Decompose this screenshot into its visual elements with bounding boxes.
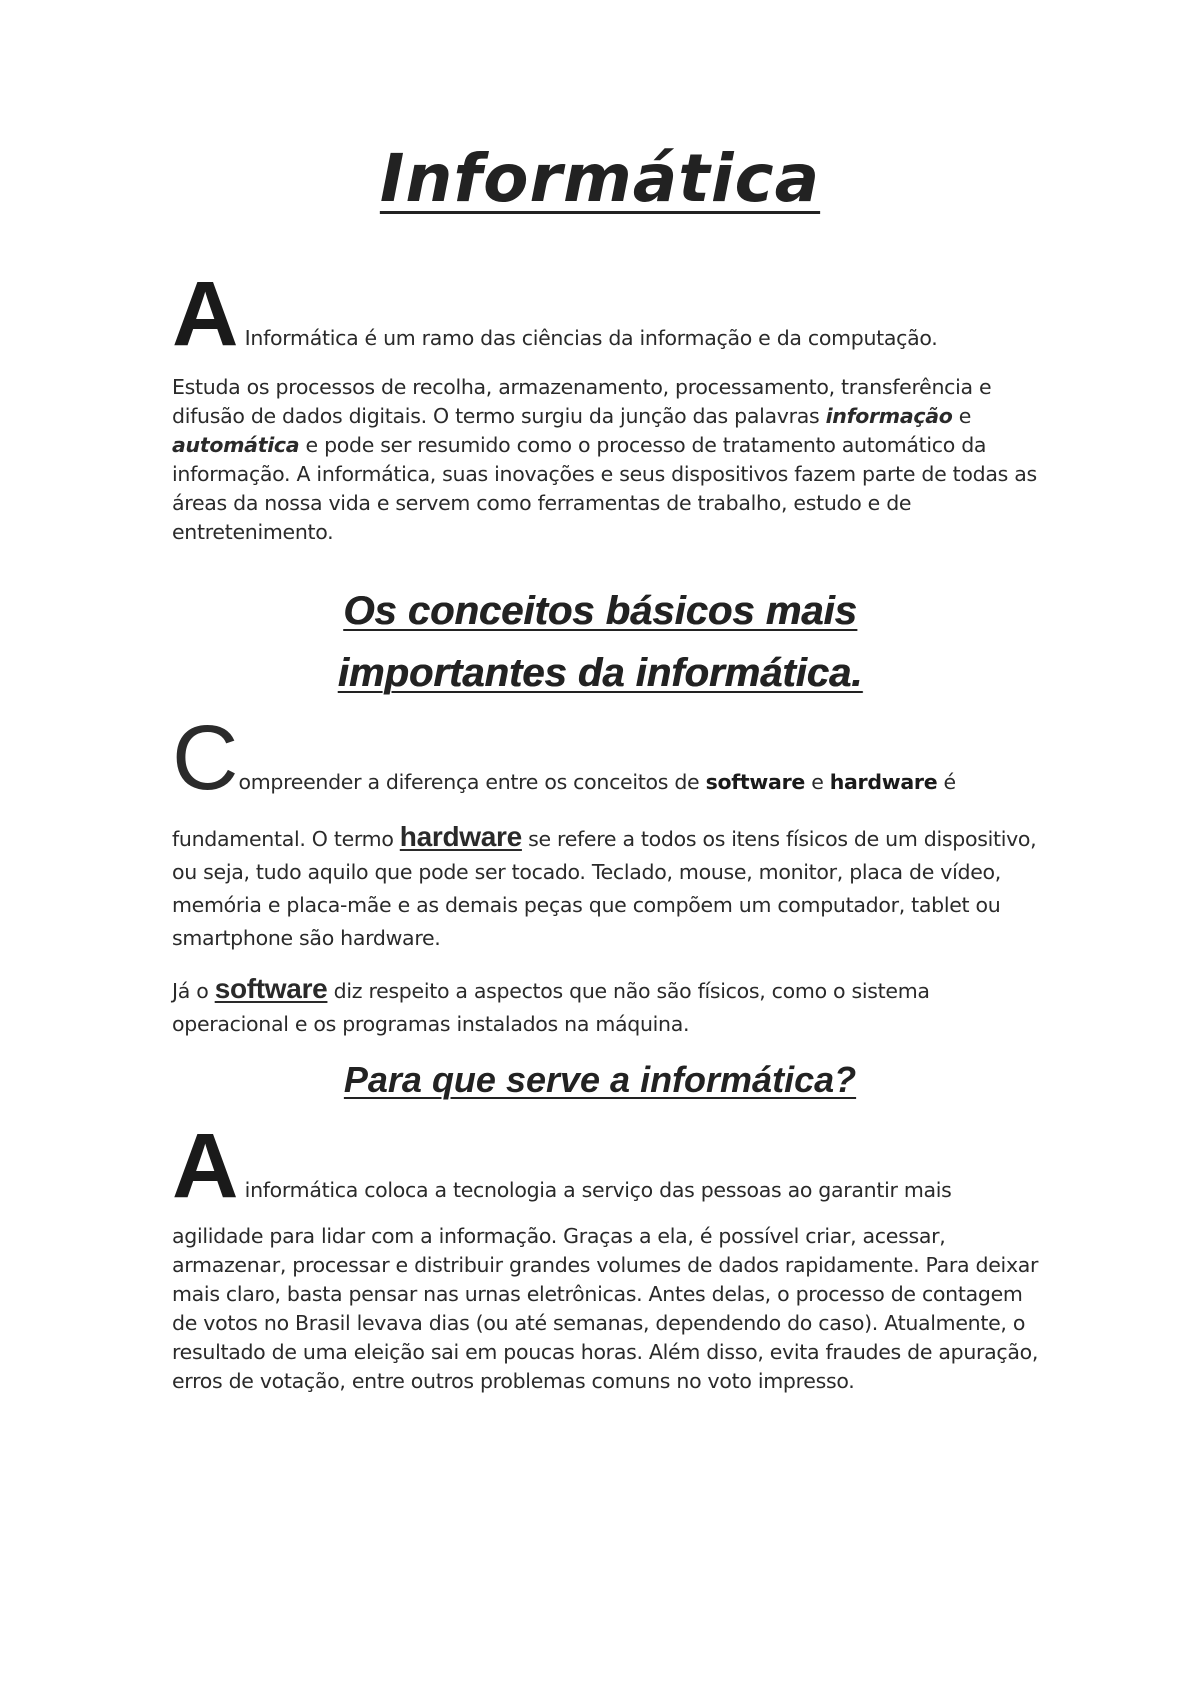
keyword-informacao: informação [825, 404, 953, 428]
section2-first-line [172, 707, 1072, 809]
section2-p1-text-a: fundamental. O termo [172, 827, 400, 851]
dropcap-c: C [172, 707, 239, 809]
section2-line1-text-b: e [804, 770, 830, 794]
section1-text-b: e [952, 404, 972, 428]
dropcap-a-2: A [172, 1115, 239, 1217]
section2-paragraph-software [172, 972, 1042, 1041]
section1-first-line-text: Informática é um ramo das ciências da informação e da computação. [238, 326, 938, 350]
section2-line1-text-c: é [937, 770, 956, 794]
section2-p2-text-a: Já o [172, 979, 215, 1003]
section1-text-a: Estuda os processos de recolha, armazenamento, processamento, transferência e difusão de dados digitais. O termo surgiu da junção das palavras [172, 375, 992, 428]
heading-line-2: importantes da informática. [337, 651, 863, 695]
section-heading-para-que-serve: Para que serve a informática? [343, 1059, 857, 1100]
keyword-software: software [705, 770, 805, 794]
keyword-automatica: automática [172, 433, 300, 457]
document-title: Informática [379, 140, 821, 217]
section2-paragraph-hardware [172, 820, 1042, 955]
section3-first-line-text: informática coloca a tecnologia a serviço das pessoas ao garantir mais [238, 1178, 952, 1202]
keyword-hardware: hardware [829, 770, 938, 794]
section2-p2-text-b: diz respeito a aspectos que não são físicos, como o sistema operacional e os programas instalados na máquina. [172, 979, 930, 1036]
keyword-hardware-emphasis: hardware [399, 821, 522, 852]
section1-paragraph [172, 373, 1042, 547]
section2-line1-text-a: ompreender a diferença entre os conceitos de [238, 770, 706, 794]
section3-paragraph: agilidade para lidar com a informação. Graças a ela, é possível criar, acessar, armazenar, processar e distribuir grandes volumes de dados rapidamente. Para deixar mais claro, basta pensar nas urnas eletrônicas. Antes delas, o processo de contagem de votos no Brasil levava dias (ou até semanas, dependendo do caso). Atualmente, o resultado de uma eleição sai em poucas horas. Além disso, evita fraudes de apuração, erros de votação, entre outros problemas comuns no voto impresso. [172, 1224, 1039, 1393]
section3-first-line [172, 1115, 1072, 1217]
section2-p1-text-b: se refere a todos os itens físicos de um dispositivo, ou seja, tudo aquilo que pode ser tocado. Teclado, mouse, monitor, placa de vídeo, memória e placa-mãe e as demais peças que compõem um computador, tablet ou smartphone são hardware. [172, 827, 1037, 950]
keyword-software-emphasis: software [214, 973, 328, 1004]
section-heading-conceitos [0, 580, 1200, 704]
dropcap-a: A [172, 263, 239, 365]
section1-first-line [172, 263, 1072, 365]
section1-text-c: e pode ser resumido como o processo de tratamento automático da informação. A informática, suas inovações e seus dispositivos fazem parte de todas as áreas da nossa vida e servem como ferramentas de trabalho, estudo e de entretenimento. [172, 433, 1037, 544]
heading-line-1: Os conceitos básicos mais [343, 589, 857, 633]
